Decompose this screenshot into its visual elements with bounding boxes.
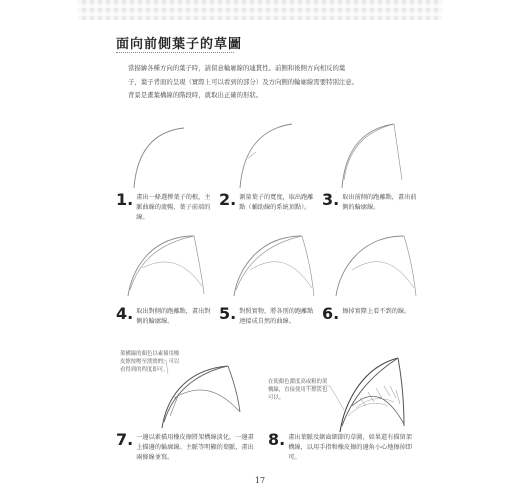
figure-step-8	[300, 346, 410, 436]
figure-step-4	[122, 228, 212, 302]
figure-step-6	[330, 228, 422, 302]
note-left-line-1: 架構線的顏色以素描用橡	[120, 351, 180, 357]
step-5-text: 對照實物，將各別的跑離點連接成自然的曲線。	[239, 308, 314, 325]
step-2	[219, 192, 319, 213]
step-7-text: 一邊以素描用橡皮擦將架構線淡化，一邊畫上描邊的輪廓線。主脈等明顯的葉脈，畫出兩條線並寫。	[136, 434, 254, 461]
step-3	[322, 192, 422, 213]
note-left-line-3: 看得到的程度即可。	[120, 367, 169, 373]
page-number: 17	[254, 476, 266, 485]
intro-line-2: 子，葉子背面的呈現（實際上可以看到的部分）及方向側的輪廓線需要特別注意。	[128, 77, 359, 86]
step-4-text: 取出對側的跑離點，畫出對側的輪廓線。	[136, 308, 211, 325]
header-pattern-band	[78, 0, 442, 20]
step-7-number: 7.	[116, 430, 134, 449]
note-right-line-1: 在使顏色濃度高或粗的架	[268, 379, 328, 385]
step-6-number: 6.	[322, 304, 340, 323]
title-underline	[116, 52, 234, 53]
figure-step-1	[126, 122, 206, 194]
figure-step-3	[332, 118, 412, 194]
note-right-line-2: 構線，直接使用不擦淡也	[268, 387, 328, 393]
note-left-line-2: 皮擦按壓至淡淡的，可以	[120, 359, 180, 365]
page-title: 面向前側葉子的草圖	[116, 37, 243, 52]
step-1	[116, 192, 216, 223]
note-right-line-3: 可以。	[268, 395, 285, 401]
step-5	[219, 306, 319, 327]
step-8	[268, 432, 418, 463]
figure-step-5	[228, 228, 320, 302]
step-6	[322, 306, 422, 322]
step-6-text: 擦掉實際上看不到的線。	[342, 308, 411, 315]
intro-paragraph	[116, 62, 416, 103]
step-1-text: 畫出一條選擇葉子的根，主脈曲線的流暢、葉子前端的線。	[136, 194, 211, 221]
step-8-number: 8.	[268, 430, 286, 449]
step-4-number: 4.	[116, 304, 134, 323]
intro-line-3: 背景是畫葉構線的階段時，就取出正確的形狀。	[128, 91, 263, 99]
step-1-number: 1.	[116, 190, 134, 209]
step-2-number: 2.	[219, 190, 237, 209]
step-4	[116, 306, 216, 327]
step-3-number: 3.	[322, 190, 340, 209]
figure-step-7	[148, 352, 248, 432]
step-7	[116, 432, 256, 463]
step-2-text: 測量葉子的寬度，取出跑離點（輔助線的系統頂點）。	[239, 194, 314, 211]
step-8-text: 畫出葉脈及鋸齒細節的草圖，如果還有描留架構線，以用手指和橡皮擦的邊角小心地擦掉即可。	[288, 434, 412, 461]
step-5-number: 5.	[219, 304, 237, 323]
intro-line-1: 當描繪各種方向的葉子時，請留意輪廓線的連貫性。前側和後側方向相反的葉	[128, 64, 346, 72]
step-3-text: 取出前側的跑離點，畫出前側的輪廓線。	[342, 194, 417, 211]
figure-step-2	[230, 118, 310, 194]
